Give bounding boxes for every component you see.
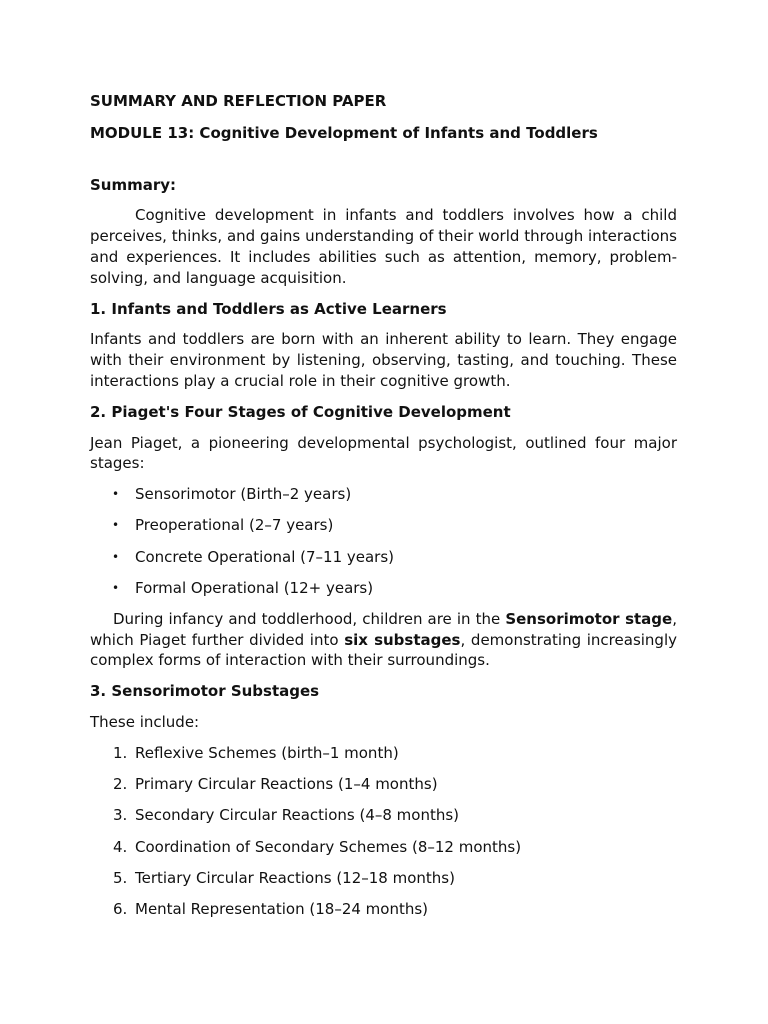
substage-label: Coordination of Secondary Schemes (8–12 months) xyxy=(135,837,522,856)
list-number: 2. xyxy=(113,775,128,794)
section-1-heading: 1. Infants and Toddlers as Active Learners xyxy=(90,299,447,318)
section-1-paragraph: Infants and toddlers are born with an inherent ability to learn. They engage with their environment by listening, observing, tasting, and touching. These interactions play a crucial role in their cognitive growth. xyxy=(90,330,677,390)
paper-title: SUMMARY AND REFLECTION PAPER xyxy=(90,92,387,110)
sensorimotor-stage-emphasis: Sensorimotor stage xyxy=(505,609,673,628)
stage-label: Formal Operational (12+ years) xyxy=(135,579,374,598)
list-item xyxy=(90,774,677,795)
list-number: 5. xyxy=(113,869,128,888)
substage-label: Tertiary Circular Reactions (12–18 months) xyxy=(135,869,455,888)
module-title: MODULE 13: Cognitive Development of Infants and Toddlers xyxy=(90,123,598,142)
list-item xyxy=(90,899,677,920)
six-substages-emphasis: six substages xyxy=(344,630,461,649)
stage-label: Concrete Operational (7–11 years) xyxy=(135,547,395,566)
bullet-icon: • xyxy=(112,549,120,564)
section-2-intro: Jean Piaget, a pioneering developmental psychologist, outlined four major stages: xyxy=(90,433,677,473)
list-number: 3. xyxy=(113,806,128,825)
stage-label: Preoperational (2–7 years) xyxy=(135,516,334,535)
substages-list xyxy=(90,743,677,920)
list-item xyxy=(90,837,677,858)
list-item xyxy=(90,743,677,764)
section-3-intro: These include: xyxy=(90,713,200,732)
list-item xyxy=(90,547,677,568)
substage-label: Mental Representation (18–24 months) xyxy=(135,900,429,919)
stage-label: Sensorimotor (Birth–2 years) xyxy=(135,485,352,504)
summary-heading: Summary: xyxy=(90,175,177,194)
summary-paragraph: Cognitive development in infants and toddlers involves how a child perceives, thinks, and gains understanding of their world through interactions and experiences. It includes abilities such as attention, memory, problem-solving, and language acquisition. xyxy=(90,206,677,287)
list-number: 1. xyxy=(113,743,128,762)
bullet-icon: • xyxy=(112,581,120,596)
paragraph-text: , which Piaget further divided into xyxy=(90,609,677,649)
list-number: 6. xyxy=(113,900,128,919)
document-body xyxy=(90,91,677,930)
bullet-icon: • xyxy=(112,487,120,502)
stages-list xyxy=(90,484,677,599)
substage-label: Reflexive Schemes (birth–1 month) xyxy=(135,743,399,762)
section-3-heading: 3. Sensorimotor Substages xyxy=(90,682,320,701)
sensorimotor-paragraph xyxy=(90,609,677,671)
bullet-icon: • xyxy=(112,518,120,533)
list-item xyxy=(90,805,677,826)
list-item xyxy=(90,484,677,505)
list-item xyxy=(90,868,677,889)
list-number: 4. xyxy=(113,837,128,856)
substage-label: Primary Circular Reactions (1–4 months) xyxy=(135,775,438,794)
list-item xyxy=(90,578,677,599)
paragraph-text: During infancy and toddlerhood, children are in the xyxy=(113,609,506,628)
section-2-heading: 2. Piaget's Four Stages of Cognitive Development xyxy=(90,402,511,421)
paragraph-text: , demonstrating increasingly complex forms of interaction with their surroundings. xyxy=(90,630,677,670)
list-item xyxy=(90,515,677,536)
substage-label: Secondary Circular Reactions (4–8 months) xyxy=(135,806,460,825)
